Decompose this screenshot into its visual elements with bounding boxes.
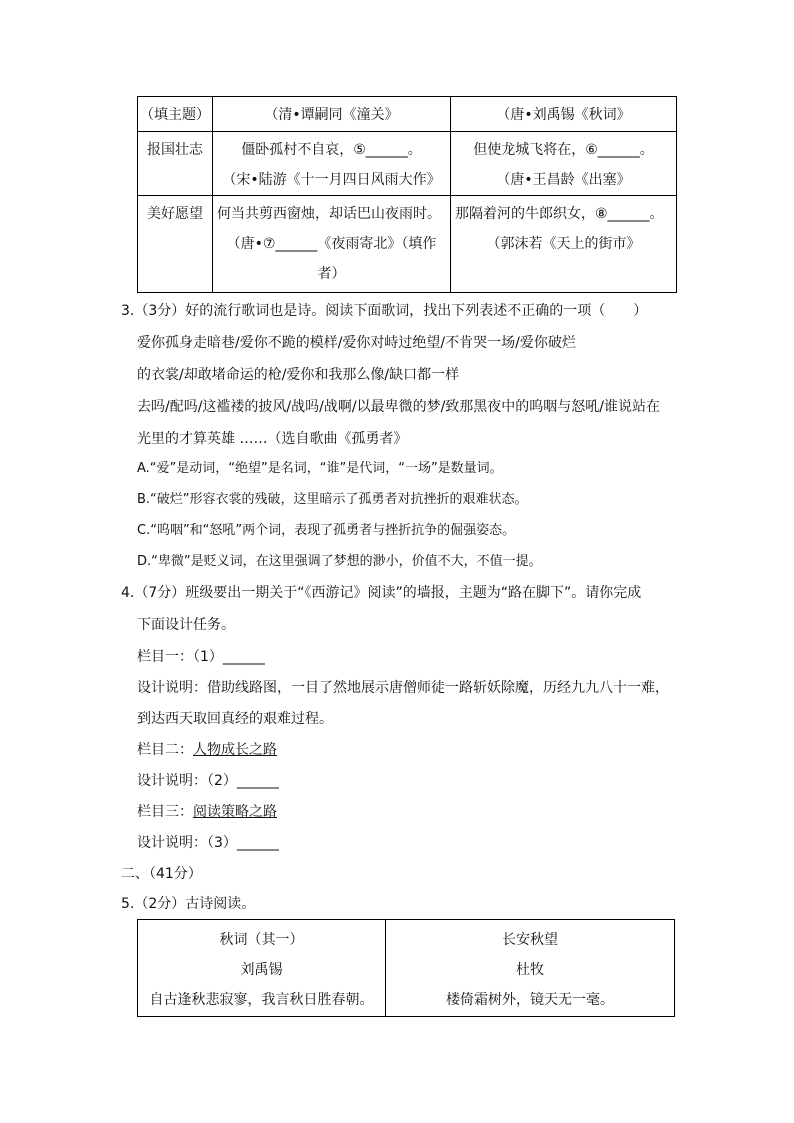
table-cell — [451, 132, 677, 196]
poem-cell — [386, 920, 675, 1017]
column-2 — [137, 740, 682, 760]
table-header-cell: （填主题） — [138, 97, 213, 132]
lyrics-line: 去吗/配吗/这褴褛的披风/战吗/战啊/以最卑微的梦/致那黑夜中的呜咽与怒吼/谁说站在 — [137, 399, 661, 415]
design-note: 设计说明：借助线路图，一目了然地展示唐僧师徒一路斩妖除魔，历经九九八十一难， — [137, 680, 669, 696]
option-a: A.“爱”是动词，“绝望”是名词，“谁”是代词，“一场”是数量词。 — [137, 461, 503, 476]
poem-line: 那隔着河的牛郎织女，⑧______。 — [455, 206, 664, 222]
theme-label: 美好愿望 — [147, 206, 203, 222]
column-label: 栏目三： — [137, 804, 193, 820]
column-label: 栏目二： — [137, 742, 193, 758]
table-row — [138, 97, 677, 132]
table-row — [138, 196, 677, 293]
poem-line: 自古逢秋悲寂寥，我言秋日胜春朝。 — [149, 992, 374, 1008]
option-b: B.“破烂”形容衣裳的残破，这里暗示了孤勇者对抗挫折的艰难状态。 — [137, 492, 528, 507]
poem-line: 楼倚霜树外，镜天无一毫。 — [446, 992, 614, 1008]
column-title: 阅读策略之路 — [193, 804, 277, 820]
question-5-stem: 5.（2分）古诗阅读。 — [121, 896, 256, 912]
question-3-stem: 3.（3分）好的流行歌词也是诗。阅读下面歌词，找出下列表述不正确的一项（ ） — [121, 303, 648, 319]
design-note: 设计说明：（3）______ — [137, 835, 279, 851]
table-header-cell: （唐•刘禹锡《秋词》 — [451, 97, 677, 132]
design-note: 设计说明：（2）______ — [137, 773, 279, 789]
column-title: 人物成长之路 — [193, 742, 277, 758]
lyrics-line: 爱你孤身走暗巷/爱你不跪的模样/爱你对峙过绝望/不肯哭一场/爱你破烂 — [137, 335, 576, 351]
table-cell — [451, 196, 677, 293]
poem-line: 但使龙城飞将在，⑥______。 — [473, 142, 654, 158]
lyrics-line: 的衣裳/却敢堵命运的枪/爱你和我那么像/缺口都一样 — [137, 367, 460, 383]
poem-author: 刘禹锡 — [240, 962, 283, 978]
poem-line: 何当共剪西窗烛，却话巴山夜雨时。 — [217, 206, 441, 222]
theme-label: 报国壮志 — [147, 142, 203, 158]
poem-title: 秋词（其一） — [219, 932, 304, 948]
poem-author: 杜牧 — [516, 962, 544, 978]
table-row — [138, 132, 677, 196]
poem-table — [137, 919, 675, 1017]
section-heading: 二、（41分） — [121, 866, 202, 882]
table-row — [138, 920, 675, 1017]
poem-source: 者） — [317, 266, 346, 282]
column-1: 栏目一：（1）______ — [137, 649, 265, 665]
poem-source: （唐•王昌龄《出塞》 — [496, 172, 631, 188]
poem-title: 长安秋望 — [502, 932, 558, 948]
poem-source: （唐•⑦______《夜雨寄北》（填作 — [226, 236, 437, 252]
lyrics-line: 光里的才算英雄 ……（选自歌曲《孤勇者》 — [137, 431, 408, 447]
table-header-cell: （清•谭嗣同《潼关》 — [213, 97, 451, 132]
table-cell — [138, 196, 213, 293]
question-4-stem-cont: 下面设计任务。 — [137, 617, 235, 633]
column-3 — [137, 802, 682, 822]
table-cell — [213, 196, 451, 293]
poetry-fill-table — [137, 96, 677, 293]
table-cell — [213, 132, 451, 196]
poem-cell — [138, 920, 386, 1017]
poem-line: 僵卧孤村不自哀，⑤______。 — [241, 142, 422, 158]
table-cell — [138, 132, 213, 196]
design-note: 到达西天取回真经的艰难过程。 — [137, 711, 333, 727]
option-d: D.“卑微”是贬义词，在这里强调了梦想的渺小，价值不大，不值一提。 — [137, 554, 542, 569]
option-c: C.“呜咽”和“怒吼”两个词，表现了孤勇者与挫折抗争的倔强姿态。 — [137, 523, 516, 538]
question-4-stem: 4.（7分）班级要出一期关于“《西游记》阅读”的墙报，主题为“路在脚下”。请你完成 — [121, 585, 642, 601]
poem-source: （郭沫若《天上的街市》 — [486, 236, 641, 252]
poem-source: （宋•陆游《十一月四日风雨大作》 — [222, 172, 441, 188]
